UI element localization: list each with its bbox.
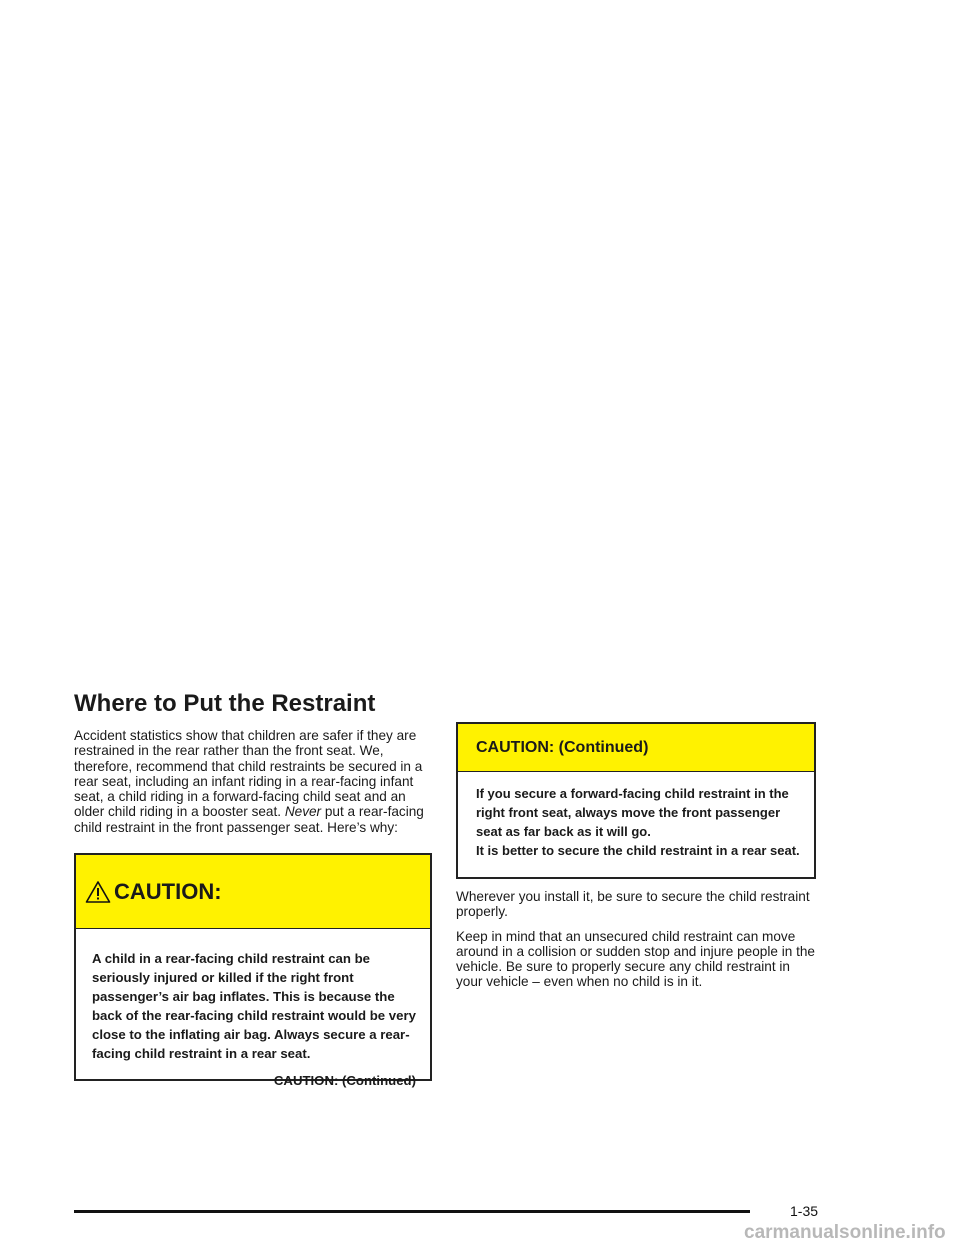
- right-column: [456, 722, 816, 999]
- caution-continued-text-2: It is better to secure the child restraint in a rear seat.: [476, 843, 800, 858]
- watermark: carmanualsonline.info: [744, 1222, 946, 1243]
- caution-body: [76, 929, 430, 1106]
- page-number: 1-35: [790, 1203, 819, 1219]
- caution-continued-header: [458, 724, 814, 772]
- intro-paragraph: Accident statistics show that children are safer if they are restrained in the rear rather than the front seat. We, therefore, recommend that child restraints be secured in a rear seat, including an infant riding in a rear-facing infant seat, a child riding in a forward-facing child seat and an older child riding in a booster seat. Never put a rear-facing child restraint in the front passenger seat. Here’s why:: [74, 728, 424, 835]
- caution-box-rear-facing: [74, 853, 432, 1089]
- left-column: [74, 690, 432, 1089]
- caution-continued-text-1: If you secure a forward-facing child restraint in the right front seat, always move the front passenger seat as far back as it will go.: [476, 786, 789, 839]
- caution-header: [76, 855, 430, 929]
- caution-continued-label: CAUTION: (Continued): [273, 1073, 416, 1089]
- section-title: Where to Put the Restraint: [74, 690, 376, 717]
- warning-triangle-icon: [84, 879, 112, 905]
- caution-continued-title: CAUTION: (Continued): [476, 738, 649, 756]
- install-paragraph: Wherever you install it, be sure to secure the child restraint properly.: [456, 889, 810, 920]
- footer-rule: [74, 1210, 750, 1213]
- caution-box-continued: [456, 722, 816, 879]
- caution-continued-body: [458, 772, 814, 872]
- unsecured-paragraph: Keep in mind that an unsecured child restraint can move around in a collision or sudden stop and injure people in the vehicle. Be sure to properly secure any child restraint in your vehicle – even when no child is in it.: [456, 928, 815, 990]
- caution-title: CAUTION:: [114, 878, 222, 904]
- never-emphasis: Never: [284, 804, 322, 820]
- caution-text: A child in a rear-facing child restraint can be seriously injured or killed if the right front passenger’s air bag inflates. This is because the back of the rear-facing child restraint would be very close to the inflating air bag. Always secure a rear-facing child restraint in a rear seat.: [92, 951, 416, 1062]
